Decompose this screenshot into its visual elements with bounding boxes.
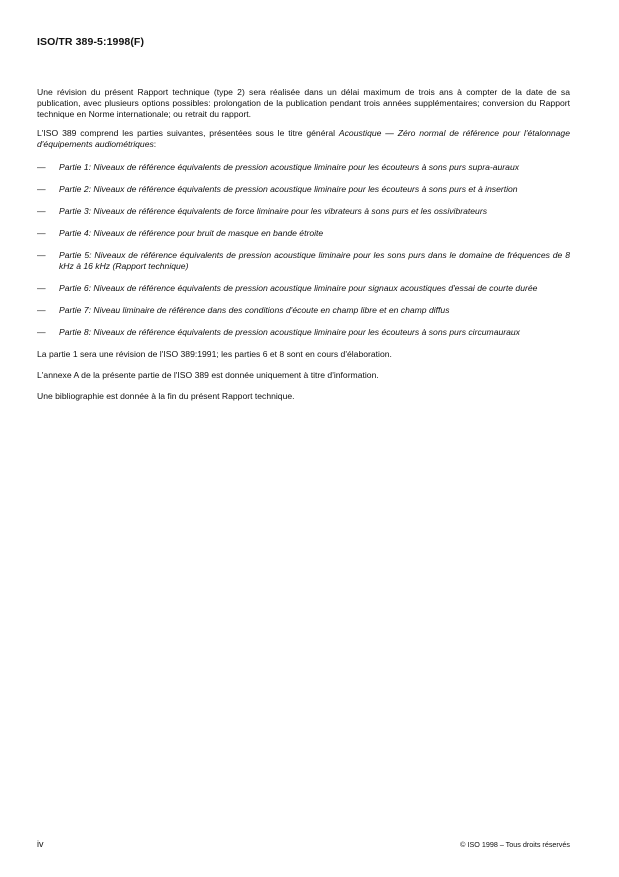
bibliography-note: Une bibliographie est donnée à la fin du présent Rapport technique. — [37, 391, 295, 401]
part-text: Partie 6: Niveaux de référence équivalents de pression acoustique liminaire pour signaux acoustiques d'essai de courte durée — [59, 283, 538, 293]
parts-list — [37, 162, 570, 338]
document-body — [37, 87, 570, 412]
dash-bullet: — — [37, 162, 46, 172]
dash-bullet: — — [37, 228, 46, 238]
part-text: Partie 4: Niveaux de référence pour bruit de masque en bande étroite — [59, 228, 324, 238]
dash-bullet: — — [37, 184, 46, 194]
part-text: Partie 8: Niveaux de référence équivalents de pression acoustique liminaire pour les écouteurs à sons purs circumauraux — [59, 327, 520, 337]
page-number: iv — [37, 839, 44, 849]
dash-bullet: — — [37, 283, 46, 293]
part-text: Partie 1: Niveaux de référence équivalents de pression acoustique liminaire pour les écouteurs à sons purs supra-auraux — [59, 162, 520, 172]
dash-bullet: — — [37, 305, 46, 315]
lead-suffix: : — [153, 139, 157, 149]
list-item — [37, 305, 570, 316]
part-text: Partie 2: Niveaux de référence équivalents de pression acoustique liminaire pour les écouteurs à sons purs et à insertion — [59, 184, 518, 194]
dash-bullet: — — [37, 206, 46, 216]
general-title: Acoustique — Zéro normal de référence pour l'étalonnage d'équipements audiométriques — [37, 128, 570, 149]
list-item — [37, 184, 570, 195]
list-item — [37, 250, 570, 272]
list-item — [37, 162, 570, 173]
list-item — [37, 283, 570, 294]
dash-bullet: — — [37, 250, 46, 260]
part-text: Partie 5: Niveaux de référence équivalents de pression acoustique liminaire pour les sons purs dans le domaine de fréquences de 8 kHz à 16 kHz (Rapport technique) — [59, 250, 570, 271]
parts-lead-paragraph — [37, 128, 570, 150]
lead-prefix: L'ISO 389 comprend les parties suivantes, présentées sous le titre général — [37, 128, 339, 138]
revision-note: La partie 1 sera une révision de l'ISO 389:1991; les parties 6 et 8 sont en cours d'élaboration. — [37, 349, 392, 359]
dash-bullet: — — [37, 327, 46, 337]
copyright-notice: © ISO 1998 – Tous droits réservés — [460, 840, 570, 849]
part-text: Partie 7: Niveau liminaire de référence dans des conditions d'écoute en champ libre et en champ diffus — [59, 305, 450, 315]
list-item — [37, 327, 570, 338]
annex-note: L'annexe A de la présente partie de l'ISO 389 est donnée uniquement à titre d'information. — [37, 370, 379, 380]
revision-paragraph: Une révision du présent Rapport technique (type 2) sera réalisée dans un délai maximum de trois ans à compter de la date de sa publication, avec plusieurs options possibles: prolongation de la publication pendant trois années supplémentaires; conversion du Rapport technique en Norme internationale; ou retrait du rapport. — [37, 87, 570, 119]
list-item — [37, 206, 570, 217]
list-item — [37, 228, 570, 239]
document-header-id: ISO/TR 389-5:1998(F) — [37, 36, 145, 48]
part-text: Partie 3: Niveaux de référence équivalents de force liminaire pour les vibrateurs à sons purs et les ossivibrateurs — [59, 206, 487, 216]
